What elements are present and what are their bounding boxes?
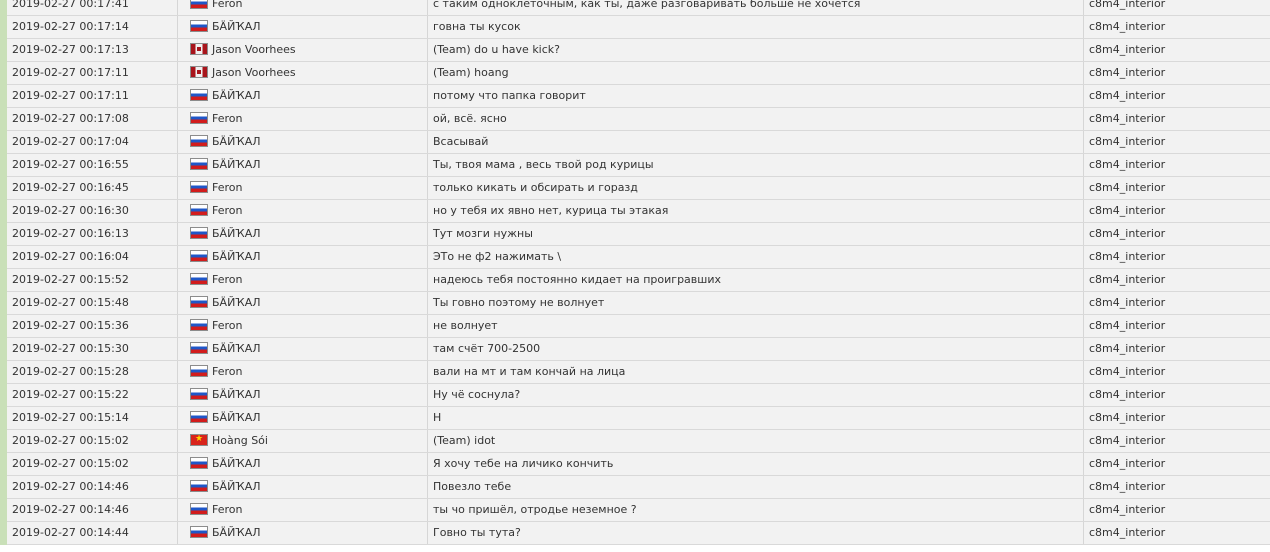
player-name-link[interactable]: БÄЙҠАЛ bbox=[212, 158, 261, 171]
table-row bbox=[4, 476, 1270, 499]
timestamp-cell: 2019-02-27 00:16:55 bbox=[4, 154, 178, 177]
timestamp-cell: 2019-02-27 00:17:11 bbox=[4, 85, 178, 108]
player-cell bbox=[178, 430, 428, 453]
map-cell: c8m4_interior bbox=[1084, 499, 1270, 522]
timestamp-cell: 2019-02-27 00:15:14 bbox=[4, 407, 178, 430]
russia-flag-icon bbox=[190, 388, 208, 400]
table-row bbox=[4, 62, 1270, 85]
russia-flag-icon bbox=[190, 158, 208, 170]
player-cell bbox=[178, 269, 428, 292]
table-row bbox=[4, 361, 1270, 384]
message-cell: (Team) idot bbox=[428, 430, 1084, 453]
message-cell: надеюсь тебя постоянно кидает на проигравших bbox=[428, 269, 1084, 292]
timestamp-cell: 2019-02-27 00:16:13 bbox=[4, 223, 178, 246]
player-cell bbox=[178, 62, 428, 85]
table-row bbox=[4, 108, 1270, 131]
map-cell: c8m4_interior bbox=[1084, 108, 1270, 131]
map-cell: c8m4_interior bbox=[1084, 131, 1270, 154]
message-cell: Н bbox=[428, 407, 1084, 430]
player-cell bbox=[178, 384, 428, 407]
player-name-link[interactable]: Feron bbox=[212, 273, 243, 286]
table-row bbox=[4, 292, 1270, 315]
timestamp-cell: 2019-02-27 00:17:08 bbox=[4, 108, 178, 131]
table-row bbox=[4, 430, 1270, 453]
vietnam-flag-icon bbox=[190, 434, 208, 446]
message-cell: говна ты кусок bbox=[428, 16, 1084, 39]
message-cell: (Team) do u have kick? bbox=[428, 39, 1084, 62]
map-cell: c8m4_interior bbox=[1084, 453, 1270, 476]
timestamp-cell: 2019-02-27 00:16:30 bbox=[4, 200, 178, 223]
russia-flag-icon bbox=[190, 411, 208, 423]
table-row bbox=[4, 269, 1270, 292]
russia-flag-icon bbox=[190, 135, 208, 147]
player-name-link[interactable]: БÄЙҠАЛ bbox=[212, 457, 261, 470]
table-row bbox=[4, 407, 1270, 430]
player-cell bbox=[178, 499, 428, 522]
player-cell bbox=[178, 16, 428, 39]
player-cell bbox=[178, 338, 428, 361]
message-cell: только кикать и обсирать и горазд bbox=[428, 177, 1084, 200]
message-cell: ЭТо не ф2 нажимать \ bbox=[428, 246, 1084, 269]
timestamp-cell: 2019-02-27 00:17:04 bbox=[4, 131, 178, 154]
russia-flag-icon bbox=[190, 204, 208, 216]
map-cell: c8m4_interior bbox=[1084, 292, 1270, 315]
player-name-link[interactable]: Jason Voorhees bbox=[212, 66, 296, 79]
player-name-link[interactable]: БÄЙҠАЛ bbox=[212, 526, 261, 539]
message-cell: Ты, твоя мама , весь твой род курицы bbox=[428, 154, 1084, 177]
timestamp-cell: 2019-02-27 00:15:22 bbox=[4, 384, 178, 407]
timestamp-cell: 2019-02-27 00:15:36 bbox=[4, 315, 178, 338]
player-cell bbox=[178, 108, 428, 131]
map-cell: c8m4_interior bbox=[1084, 62, 1270, 85]
timestamp-cell: 2019-02-27 00:14:46 bbox=[4, 476, 178, 499]
timestamp-cell: 2019-02-27 00:15:02 bbox=[4, 453, 178, 476]
player-cell bbox=[178, 453, 428, 476]
player-name-link[interactable]: БÄЙҠАЛ bbox=[212, 296, 261, 309]
russia-flag-icon bbox=[190, 296, 208, 308]
map-cell: c8m4_interior bbox=[1084, 338, 1270, 361]
player-name-link[interactable]: БÄЙҠАЛ bbox=[212, 20, 261, 33]
player-cell bbox=[178, 177, 428, 200]
russia-flag-icon bbox=[190, 503, 208, 515]
map-cell: c8m4_interior bbox=[1084, 39, 1270, 62]
player-cell bbox=[178, 200, 428, 223]
map-cell: c8m4_interior bbox=[1084, 361, 1270, 384]
map-cell: c8m4_interior bbox=[1084, 246, 1270, 269]
player-name-link[interactable]: Feron bbox=[212, 0, 243, 10]
message-cell: (Team) hoang bbox=[428, 62, 1084, 85]
player-name-link[interactable]: БÄЙҠАЛ bbox=[212, 250, 261, 263]
timestamp-cell: 2019-02-27 00:17:13 bbox=[4, 39, 178, 62]
table-row bbox=[4, 315, 1270, 338]
table-row bbox=[4, 246, 1270, 269]
message-cell: с таким одноклеточным, как ты, даже разговаривать больше не хочется bbox=[428, 0, 1084, 16]
player-cell bbox=[178, 223, 428, 246]
message-cell: Всасывай bbox=[428, 131, 1084, 154]
map-cell: c8m4_interior bbox=[1084, 223, 1270, 246]
table-row bbox=[4, 0, 1270, 16]
map-cell: c8m4_interior bbox=[1084, 269, 1270, 292]
timestamp-cell: 2019-02-27 00:15:28 bbox=[4, 361, 178, 384]
map-cell: c8m4_interior bbox=[1084, 177, 1270, 200]
message-cell: там счёт 700-2500 bbox=[428, 338, 1084, 361]
message-cell: ой, всё. ясно bbox=[428, 108, 1084, 131]
russia-flag-icon bbox=[190, 89, 208, 101]
message-cell: Я хочу тебе на личико кончить bbox=[428, 453, 1084, 476]
message-cell: но у тебя их явно нет, курица ты этакая bbox=[428, 200, 1084, 223]
timestamp-cell: 2019-02-27 00:14:44 bbox=[4, 522, 178, 545]
russia-flag-icon bbox=[190, 526, 208, 538]
timestamp-cell: 2019-02-27 00:17:41 bbox=[4, 0, 178, 16]
canada-flag-icon bbox=[190, 43, 208, 55]
table-row bbox=[4, 200, 1270, 223]
player-name-link[interactable]: Jason Voorhees bbox=[212, 43, 296, 56]
russia-flag-icon bbox=[190, 227, 208, 239]
table-row bbox=[4, 384, 1270, 407]
timestamp-cell: 2019-02-27 00:17:11 bbox=[4, 62, 178, 85]
timestamp-cell: 2019-02-27 00:17:14 bbox=[4, 16, 178, 39]
table-row bbox=[4, 338, 1270, 361]
map-cell: c8m4_interior bbox=[1084, 476, 1270, 499]
message-cell: Ну чё соснула? bbox=[428, 384, 1084, 407]
message-cell: Тут мозги нужны bbox=[428, 223, 1084, 246]
player-cell bbox=[178, 522, 428, 545]
russia-flag-icon bbox=[190, 250, 208, 262]
timestamp-cell: 2019-02-27 00:16:45 bbox=[4, 177, 178, 200]
player-name-link[interactable]: Feron bbox=[212, 503, 243, 516]
table-row bbox=[4, 453, 1270, 476]
russia-flag-icon bbox=[190, 0, 208, 9]
timestamp-cell: 2019-02-27 00:16:04 bbox=[4, 246, 178, 269]
map-cell: c8m4_interior bbox=[1084, 315, 1270, 338]
table-row bbox=[4, 131, 1270, 154]
map-cell: c8m4_interior bbox=[1084, 407, 1270, 430]
table-row bbox=[4, 39, 1270, 62]
player-cell bbox=[178, 154, 428, 177]
russia-flag-icon bbox=[190, 112, 208, 124]
russia-flag-icon bbox=[190, 273, 208, 285]
russia-flag-icon bbox=[190, 365, 208, 377]
player-name-link[interactable]: БÄЙҠАЛ bbox=[212, 89, 261, 102]
player-name-link[interactable]: Hoàng Sói bbox=[212, 434, 268, 447]
canada-flag-icon bbox=[190, 66, 208, 78]
chat-log-body bbox=[4, 0, 1270, 545]
message-cell: Ты говно поэтому не волнует bbox=[428, 292, 1084, 315]
player-cell bbox=[178, 361, 428, 384]
table-row bbox=[4, 522, 1270, 545]
player-cell bbox=[178, 39, 428, 62]
player-name-link[interactable]: БÄЙҠАЛ bbox=[212, 342, 261, 355]
table-row bbox=[4, 154, 1270, 177]
message-cell: вали на мт и там кончай на лица bbox=[428, 361, 1084, 384]
message-cell: потому что папка говорит bbox=[428, 85, 1084, 108]
player-name-link[interactable]: БÄЙҠАЛ bbox=[212, 411, 261, 424]
table-row bbox=[4, 85, 1270, 108]
russia-flag-icon bbox=[190, 20, 208, 32]
table-row bbox=[4, 16, 1270, 39]
map-cell: c8m4_interior bbox=[1084, 85, 1270, 108]
map-cell: c8m4_interior bbox=[1084, 16, 1270, 39]
player-cell bbox=[178, 476, 428, 499]
map-cell: c8m4_interior bbox=[1084, 0, 1270, 16]
timestamp-cell: 2019-02-27 00:14:46 bbox=[4, 499, 178, 522]
russia-flag-icon bbox=[190, 181, 208, 193]
player-name-link[interactable]: БÄЙҠАЛ bbox=[212, 388, 261, 401]
timestamp-cell: 2019-02-27 00:15:48 bbox=[4, 292, 178, 315]
timestamp-cell: 2019-02-27 00:15:52 bbox=[4, 269, 178, 292]
timestamp-cell: 2019-02-27 00:15:30 bbox=[4, 338, 178, 361]
message-cell: Говно ты тута? bbox=[428, 522, 1084, 545]
table-row bbox=[4, 499, 1270, 522]
message-cell: Повезло тебе bbox=[428, 476, 1084, 499]
player-name-link[interactable]: Feron bbox=[212, 112, 243, 125]
player-cell bbox=[178, 407, 428, 430]
player-cell bbox=[178, 246, 428, 269]
table-row bbox=[4, 177, 1270, 200]
player-cell bbox=[178, 131, 428, 154]
map-cell: c8m4_interior bbox=[1084, 522, 1270, 545]
player-cell bbox=[178, 0, 428, 16]
map-cell: c8m4_interior bbox=[1084, 384, 1270, 407]
message-cell: не волнует bbox=[428, 315, 1084, 338]
player-cell bbox=[178, 315, 428, 338]
russia-flag-icon bbox=[190, 319, 208, 331]
player-name-link[interactable]: БÄЙҠАЛ bbox=[212, 227, 261, 240]
timestamp-cell: 2019-02-27 00:15:02 bbox=[4, 430, 178, 453]
russia-flag-icon bbox=[190, 480, 208, 492]
player-name-link[interactable]: БÄЙҠАЛ bbox=[212, 480, 261, 493]
message-cell: ты чо пришёл, отродье неземное ? bbox=[428, 499, 1084, 522]
player-name-link[interactable]: Feron bbox=[212, 319, 243, 332]
map-cell: c8m4_interior bbox=[1084, 430, 1270, 453]
russia-flag-icon bbox=[190, 457, 208, 469]
map-cell: c8m4_interior bbox=[1084, 200, 1270, 223]
map-cell: c8m4_interior bbox=[1084, 154, 1270, 177]
player-cell bbox=[178, 85, 428, 108]
player-name-link[interactable]: Feron bbox=[212, 204, 243, 217]
player-name-link[interactable]: Feron bbox=[212, 365, 243, 378]
player-cell bbox=[178, 292, 428, 315]
russia-flag-icon bbox=[190, 342, 208, 354]
table-row bbox=[4, 223, 1270, 246]
player-name-link[interactable]: БÄЙҠАЛ bbox=[212, 135, 261, 148]
player-name-link[interactable]: Feron bbox=[212, 181, 243, 194]
